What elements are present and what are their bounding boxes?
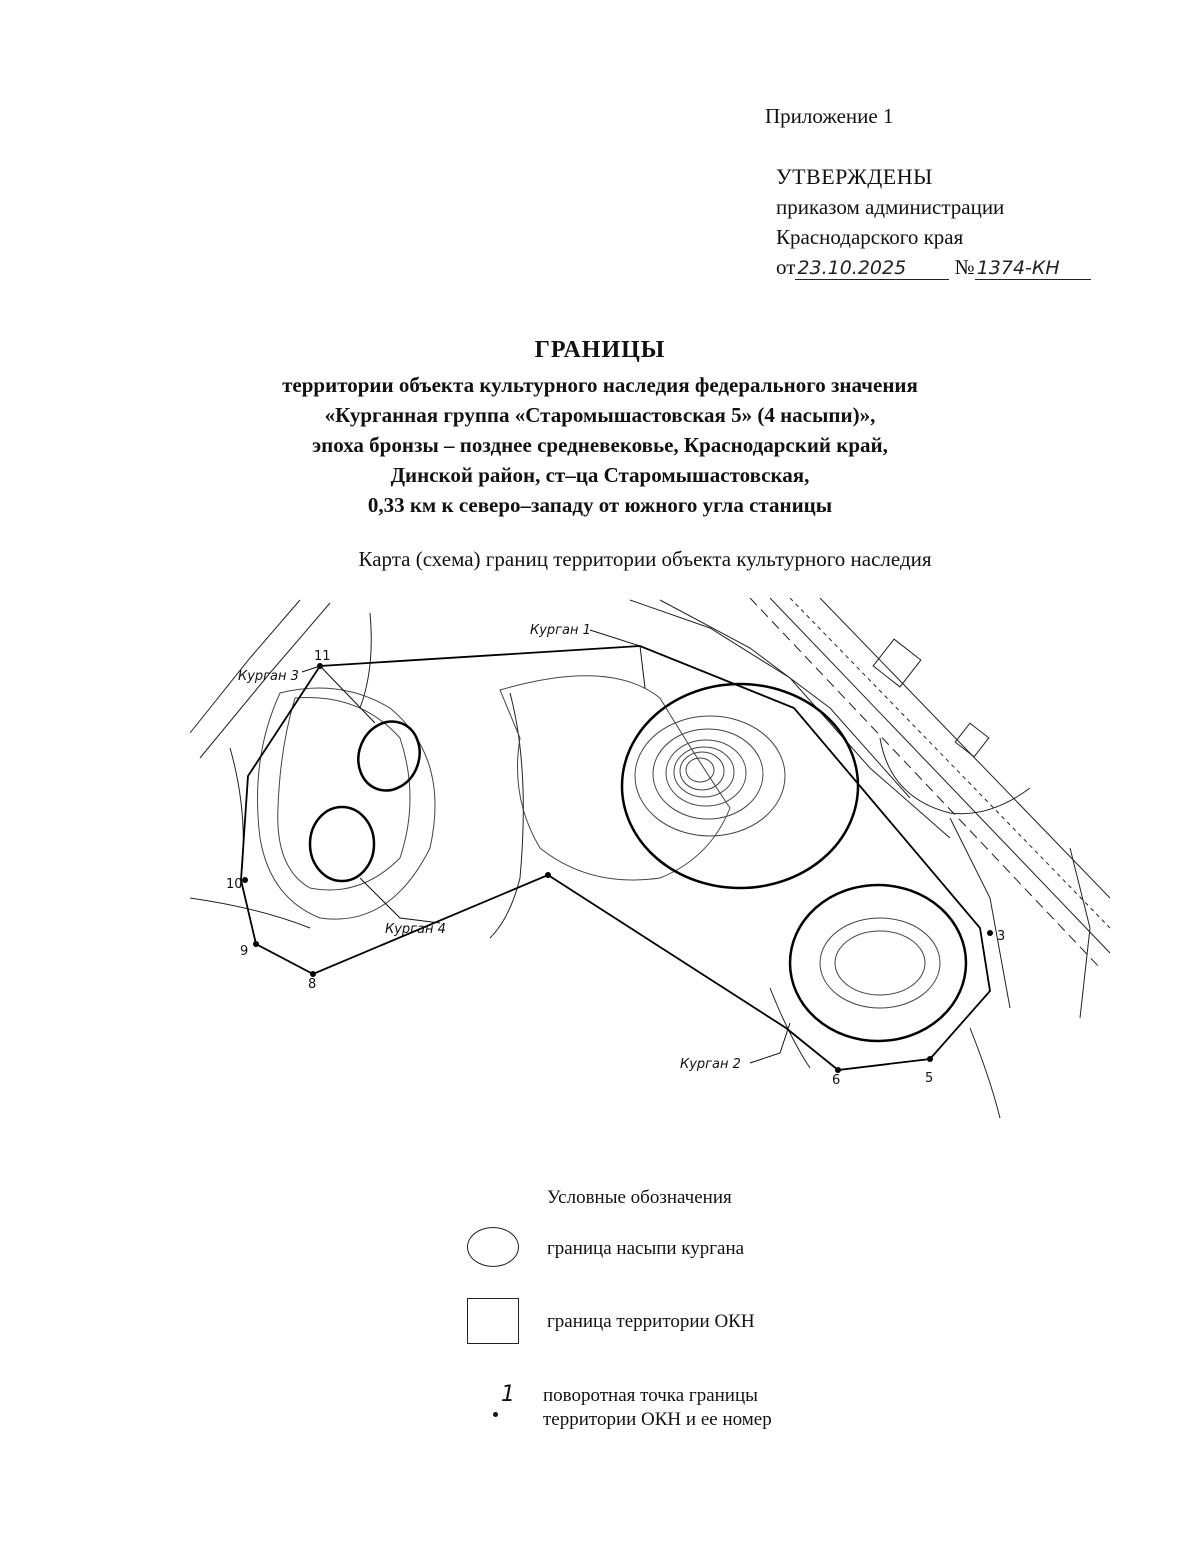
order-number-handwritten: 1374-КН bbox=[975, 257, 1091, 280]
document-title bbox=[0, 337, 1200, 520]
order-line-2: Краснодарского края bbox=[776, 225, 964, 249]
legend-title: Условные обозначения bbox=[547, 1187, 732, 1208]
map-background-lines bbox=[190, 598, 1110, 1118]
boundary-map bbox=[190, 598, 1110, 1138]
point-number-3: 3 bbox=[997, 929, 1006, 944]
legend-territory-boundary-symbol bbox=[467, 1298, 519, 1344]
mound-4-label: Курган 4 bbox=[385, 922, 446, 937]
order-line-1: приказом администрации bbox=[776, 195, 1005, 219]
date-prefix: от bbox=[776, 255, 796, 279]
order-date-handwritten: 23.10.2025 bbox=[795, 257, 949, 280]
legend-turn-point-label bbox=[543, 1384, 772, 1432]
title-line-2: «Курганная группа «Старомышастовская 5» (4 насыпи)», bbox=[324, 403, 876, 427]
mound-2-label: Курган 2 bbox=[680, 1057, 741, 1072]
approved-heading: УТВЕРЖДЕНЫ bbox=[776, 164, 933, 189]
title-line-1: территории объекта культурного наследия федерального значения bbox=[282, 373, 918, 397]
point-number-9: 9 bbox=[240, 944, 249, 959]
legend-turn-point-dot bbox=[493, 1412, 498, 1417]
number-prefix: № bbox=[954, 255, 975, 279]
appendix-label: Приложение 1 bbox=[765, 104, 894, 128]
mound-1-label: Курган 1 bbox=[530, 623, 591, 638]
turn-points bbox=[242, 663, 993, 1073]
mound-3-label: Курган 3 bbox=[238, 669, 299, 684]
legend-territory-boundary-label: граница территории ОКН bbox=[547, 1311, 755, 1332]
mound-3-boundary bbox=[349, 713, 429, 799]
legend-turn-point-symbol bbox=[489, 1382, 529, 1432]
order-date-line bbox=[776, 252, 1091, 282]
approval-block bbox=[776, 162, 1091, 282]
legend-turn-point-line-1: поворотная точка границы bbox=[543, 1385, 758, 1406]
territory-boundary bbox=[241, 646, 990, 1070]
point-number-labels bbox=[226, 649, 1005, 1088]
map-caption: Карта (схема) границ территории объекта культурного наследия bbox=[358, 547, 932, 571]
mound-leader-lines bbox=[302, 630, 790, 1063]
title-line-3: эпоха бронзы – позднее средневековье, Краснодарский край, bbox=[312, 433, 888, 457]
mound-labels bbox=[238, 623, 741, 1072]
legend-mound-boundary-symbol bbox=[467, 1227, 519, 1267]
point-number-8: 8 bbox=[308, 977, 317, 992]
mound-boundaries bbox=[310, 684, 966, 1041]
mound-1-boundary bbox=[622, 684, 858, 888]
point-number-10: 10 bbox=[226, 877, 243, 892]
point-number-11: 11 bbox=[314, 649, 331, 664]
title-heading: ГРАНИЦЫ bbox=[534, 337, 666, 363]
legend-mound-boundary-label: граница насыпи кургана bbox=[547, 1238, 745, 1259]
point-number-5: 5 bbox=[925, 1071, 934, 1086]
title-line-4: Динской район, ст–ца Старомышастовская, bbox=[390, 463, 810, 487]
mound-4-boundary bbox=[310, 807, 374, 881]
legend-turn-point-line-2: территории ОКН и ее номер bbox=[543, 1409, 772, 1430]
title-line-5: 0,33 км к северо–западу от южного угла станицы bbox=[367, 493, 833, 517]
legend-turn-point-number: 1 bbox=[501, 1382, 515, 1407]
point-number-6: 6 bbox=[832, 1073, 841, 1088]
